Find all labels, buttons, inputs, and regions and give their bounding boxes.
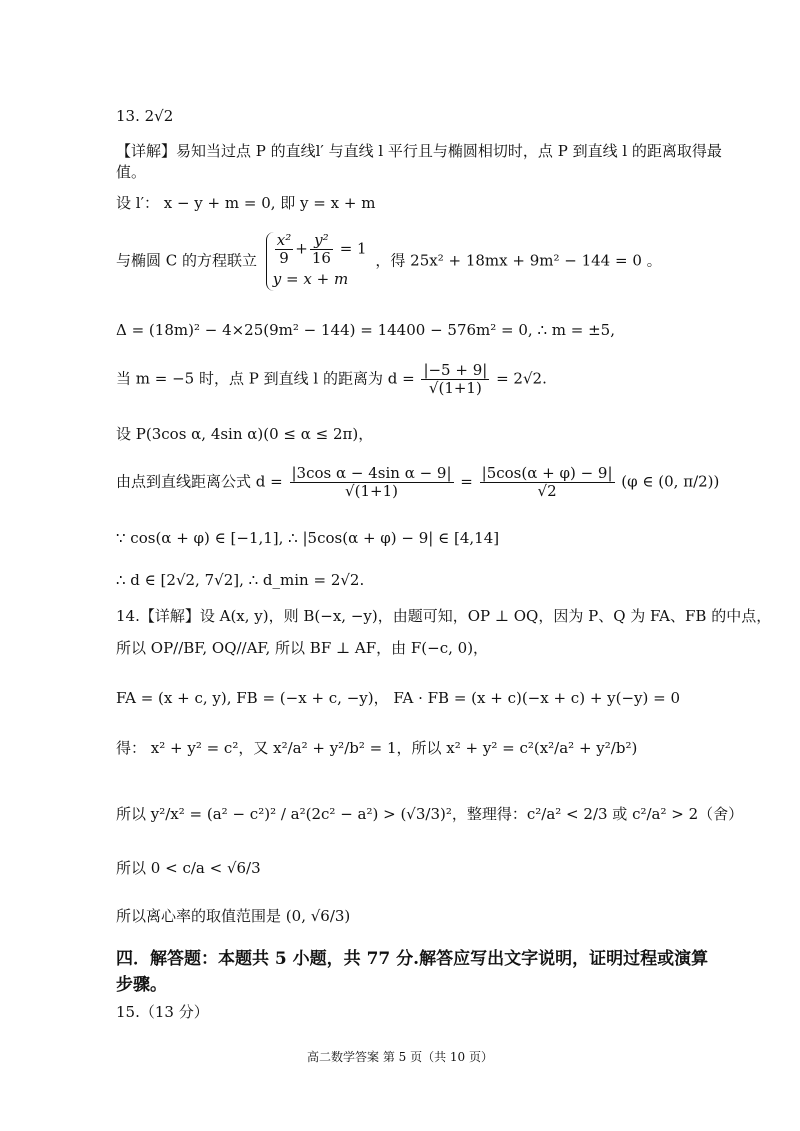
when-prefix: 当 m = −5 时，点 P 到直线 l 的距离为 d = — [116, 369, 415, 388]
q14-get-line: 得： x² + y² = c²，又 x²/a² + y²/b² = 1，所以 x² + y² = c²(x²/a² + y²/b²) — [116, 739, 638, 757]
when-num: |−5 + 9| — [423, 361, 488, 379]
dist-condition: (φ ∈ (0, π/2)) — [621, 472, 720, 491]
q14-line1: 14.【详解】设 A(x, y)，则 B(−x, −y)，由题可知，OP ⊥ OQ，因为 P、Q 为 FA、FB 的中点， — [116, 607, 772, 625]
q13-delta-line: Δ = (18m)² − 4×25(9m² − 144) = 14400 − 576m² = 0, ∴ m = ±5, — [116, 321, 615, 339]
ecc-prefix: 所以离心率的取值范围是 — [116, 907, 282, 925]
system-eq1-suffix: = 1 — [334, 239, 367, 258]
dist-num1: |3cos α − 4sin α − 9| — [291, 464, 452, 482]
when-den: √(1+1) — [428, 379, 482, 397]
q14-so2-line — [116, 858, 261, 878]
system-eq2: y = x + m — [272, 270, 349, 288]
dist-den1: √(1+1) — [345, 482, 398, 500]
when-result: = 2√2. — [496, 369, 547, 388]
dist-num2: |5cos(α + φ) − 9| — [481, 464, 613, 482]
q15-label: 15.（13 分） — [116, 1003, 209, 1021]
q14-ecc-line — [116, 906, 350, 926]
page-footer: 高二数学答案 第 5 页（共 10 页） — [307, 1050, 493, 1064]
section4-heading-line2: 步骤。 — [116, 975, 167, 995]
q14-vector-line: FA = (x + c, y), FB = (−x + c, −y)， FA · FB = (x + c)(−x + c) + y(−y) = 0 — [116, 689, 681, 707]
when-fraction — [421, 362, 489, 397]
dist-den2: √2 — [537, 482, 557, 500]
q13-dist-line: 由点到直线距离公式 d = $\frac{\text{|3cos α − 4sin α − 9|}}{√(1+1)}$ = $\frac{|5\cos(\alpha + \varphi) - 9|}{√2}$ (φ ∈ (0, π/2)) — [116, 464, 720, 500]
q13-set-p: 设 P(3cos α, 4sin α)(0 ≤ α ≤ 2π)， — [116, 425, 374, 443]
q13-detail-line2: 值。 — [116, 163, 147, 181]
q13-cos-line: ∵ cos(α + φ) ∈ [−1,1], ∴ |5cos(α + φ) − 9| ∈ [4,14] — [116, 529, 500, 547]
q14-line2: 所以 OP//BF, OQ//AF, 所以 BF ⊥ AF，由 F(−c, 0)， — [116, 639, 489, 657]
dist-prefix: 由点到直线距离公式 d = — [116, 472, 283, 491]
so2-inequality: 0 < c/a < √6/3 — [150, 859, 261, 877]
q13-answer: 13. 2√2 — [116, 107, 174, 125]
q13-detail-line1: 【详解】易知当过点 P 的直线l′ 与直线 l 平行且与椭圆相切时，点 P 到直线 l 的距离取得最 — [116, 142, 722, 160]
q13-when-line — [116, 362, 547, 397]
frac-y2-16: $\frac{\text{y²}}{16}$ — [311, 231, 331, 267]
section4-heading-line1: 四．解答题：本题共 5 小题，共 77 分.解答应写出文字说明，证明过程或演算 — [116, 949, 709, 969]
q13-range-line: ∴ d ∈ [2√2, 7√2], ∴ d_min = 2√2. — [116, 571, 365, 589]
system-eq1: $\frac{\text{x²}}{9}$ + $\frac{\text{y²}}{16}$ = 1 — [276, 231, 367, 267]
frac-x2-9: $\frac{\text{x²}}{9}$ — [276, 231, 292, 267]
q13-combine-line — [116, 232, 662, 291]
so2-prefix: 所以 — [116, 859, 147, 877]
q13-let-line: 设 l′： x − y + m = 0, 即 y = x + m — [116, 194, 376, 212]
combine-prefix: 与椭圆 C 的方程联立 — [116, 251, 258, 270]
dist-fraction-1 — [290, 465, 454, 500]
dist-fraction-2 — [480, 465, 615, 500]
equation-system — [266, 232, 367, 291]
ecc-range: (0, √6/3) — [285, 907, 351, 925]
combine-result: ，得 25x² + 18mx + 9m² − 144 = 0 。 — [375, 251, 662, 270]
q14-so-line: 所以 y²/x² = (a² − c²)² / a²(2c² − a²) > (√3/3)²，整理得：c²/a² < 2/3 或 c²/a² > 2（舍） — [116, 805, 744, 823]
